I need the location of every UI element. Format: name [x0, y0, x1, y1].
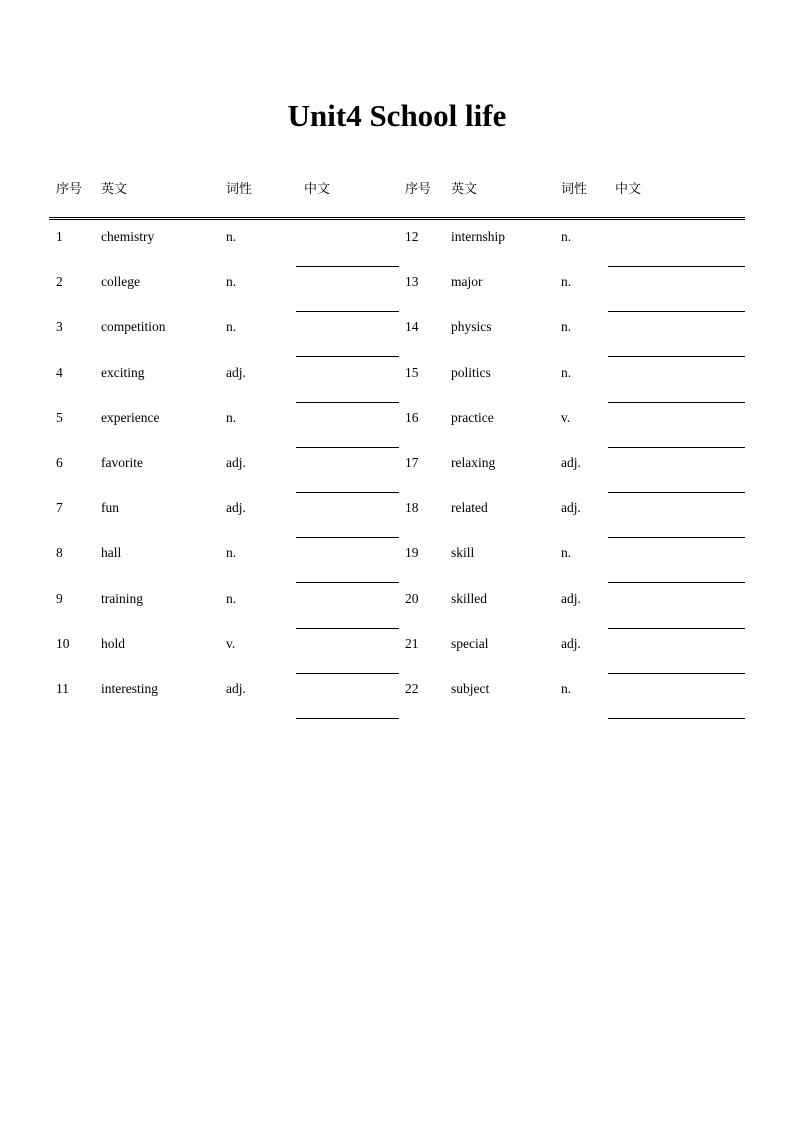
table-row	[0, 493, 794, 538]
part-of-speech: adj.	[561, 454, 581, 470]
item-number: 5	[56, 409, 63, 425]
item-number: 16	[405, 409, 419, 425]
english-word: exciting	[101, 364, 145, 380]
english-word: interesting	[101, 680, 158, 696]
item-number: 8	[56, 545, 63, 561]
english-word: politics	[451, 364, 491, 380]
item-number: 22	[405, 680, 419, 696]
part-of-speech: adj.	[561, 500, 581, 516]
item-number: 21	[405, 635, 419, 651]
table-row	[0, 538, 794, 583]
chinese-answer-blank-right[interactable]	[608, 718, 745, 719]
english-word: experience	[101, 409, 160, 425]
part-of-speech: n.	[226, 274, 237, 290]
part-of-speech: v.	[226, 635, 236, 651]
english-word: competition	[101, 319, 166, 335]
item-number: 18	[405, 500, 419, 516]
english-word: favorite	[101, 454, 143, 470]
english-word: relaxing	[451, 454, 496, 470]
part-of-speech: adj.	[226, 454, 246, 470]
item-number: 15	[405, 364, 419, 380]
part-of-speech: n.	[561, 545, 572, 561]
item-number: 14	[405, 319, 419, 335]
english-word: college	[101, 274, 140, 290]
table-row	[0, 312, 794, 357]
english-word: chemistry	[101, 229, 155, 244]
header-double-rule	[49, 217, 745, 220]
part-of-speech: n.	[561, 680, 572, 696]
header-pos-left: 词性	[226, 182, 253, 197]
item-number: 7	[56, 500, 63, 516]
header-chinese-left: 中文	[304, 182, 331, 197]
part-of-speech: n.	[561, 274, 572, 290]
item-number: 11	[56, 680, 69, 696]
part-of-speech: n.	[226, 545, 237, 561]
item-number: 13	[405, 274, 419, 290]
table-row	[0, 403, 794, 448]
part-of-speech: n.	[561, 229, 572, 244]
english-word: subject	[451, 680, 490, 696]
header-english-left: 英文	[101, 182, 128, 197]
part-of-speech: n.	[226, 409, 237, 425]
header-chinese-right: 中文	[615, 182, 642, 197]
item-number: 9	[56, 590, 63, 606]
item-number: 3	[56, 319, 63, 335]
english-word: training	[101, 590, 143, 606]
part-of-speech: n.	[226, 229, 237, 244]
table-row	[0, 629, 794, 674]
table-row	[0, 448, 794, 493]
english-word: hall	[101, 545, 122, 561]
part-of-speech: adj.	[226, 680, 246, 696]
part-of-speech: n.	[561, 364, 572, 380]
table-row	[0, 674, 794, 719]
part-of-speech: n.	[226, 319, 237, 335]
english-word: hold	[101, 635, 126, 651]
header-english-right: 英文	[451, 182, 478, 197]
table-row	[0, 358, 794, 403]
english-word: fun	[101, 500, 119, 516]
header-num-right: 序号	[405, 182, 432, 197]
part-of-speech: adj.	[226, 500, 246, 516]
english-word: skill	[451, 545, 475, 561]
part-of-speech: adj.	[561, 635, 581, 651]
chinese-answer-blank-left[interactable]	[296, 718, 399, 719]
item-number: 12	[405, 229, 419, 244]
part-of-speech: v.	[561, 409, 571, 425]
english-word: practice	[451, 409, 494, 425]
english-word: physics	[451, 319, 492, 335]
part-of-speech: adj.	[561, 590, 581, 606]
item-number: 17	[405, 454, 419, 470]
header-num-left: 序号	[56, 182, 83, 197]
vocab-table	[0, 222, 794, 719]
part-of-speech: adj.	[226, 364, 246, 380]
english-word: major	[451, 274, 483, 290]
part-of-speech: n.	[226, 590, 237, 606]
table-row	[0, 267, 794, 312]
item-number: 20	[405, 590, 419, 606]
header-pos-right: 词性	[561, 182, 588, 197]
english-word: related	[451, 500, 488, 516]
page-title: Unit4 School life	[287, 98, 507, 133]
table-row	[0, 584, 794, 629]
english-word: special	[451, 635, 489, 651]
item-number: 2	[56, 274, 63, 290]
item-number: 4	[56, 364, 63, 380]
table-row	[0, 222, 794, 267]
english-word: skilled	[451, 590, 487, 606]
item-number: 19	[405, 545, 419, 561]
item-number: 6	[56, 454, 63, 470]
part-of-speech: n.	[561, 319, 572, 335]
item-number: 10	[56, 635, 70, 651]
english-word: internship	[451, 229, 505, 244]
item-number: 1	[56, 229, 63, 244]
